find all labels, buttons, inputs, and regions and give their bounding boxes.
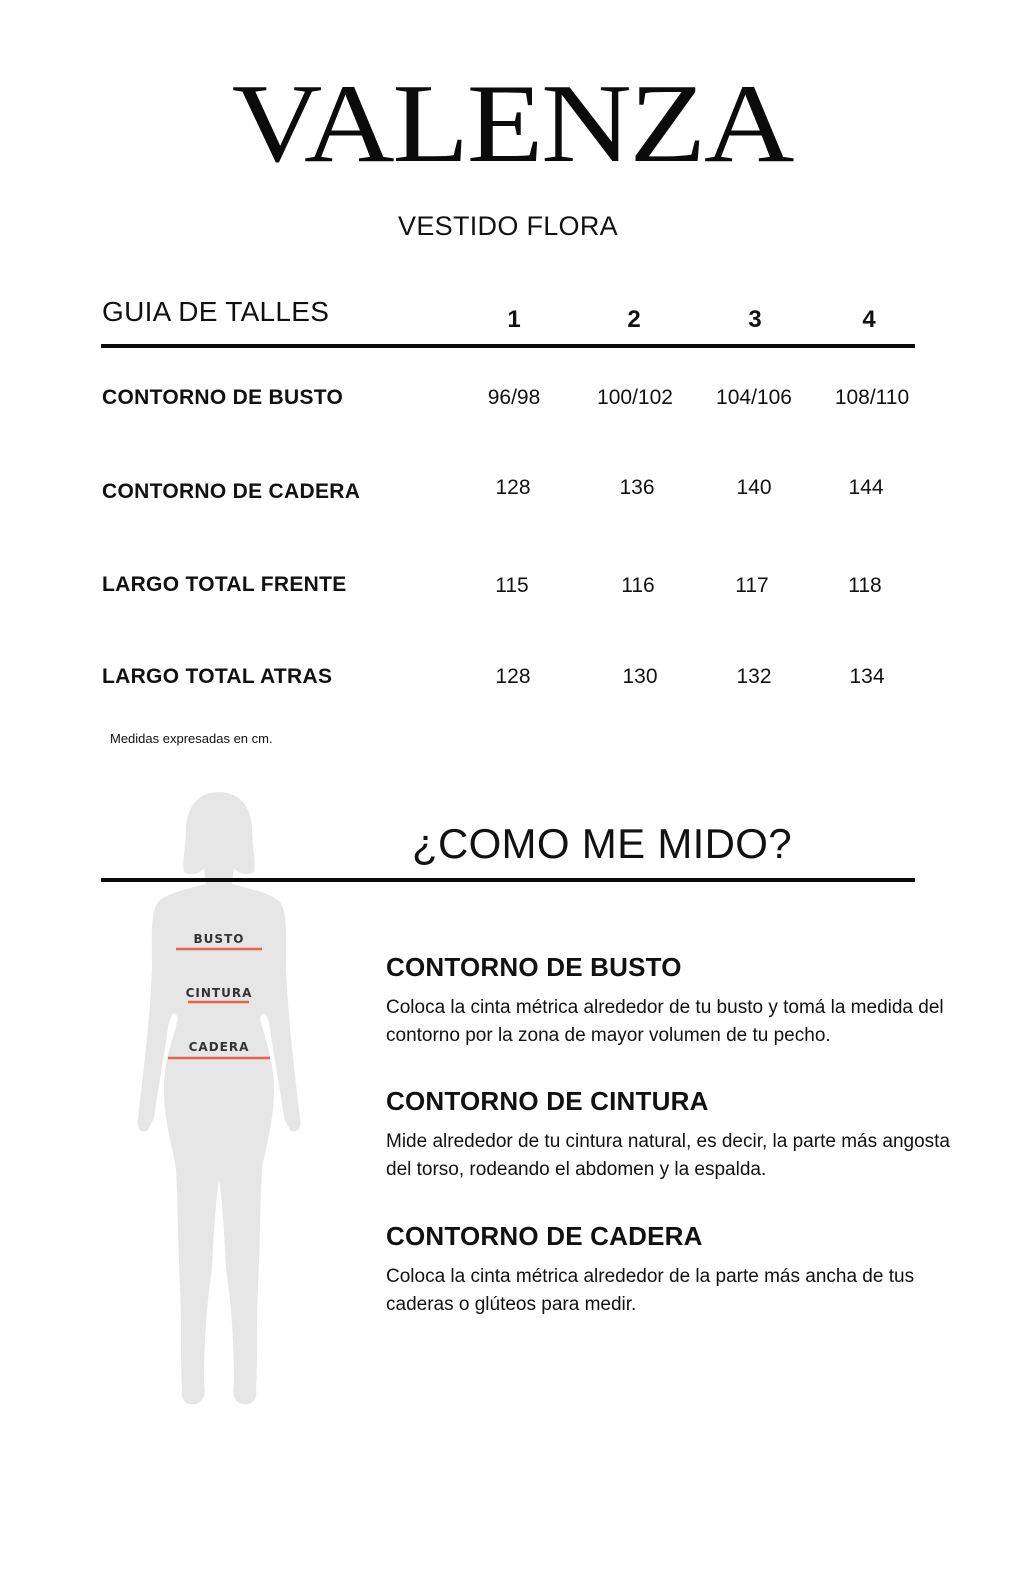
table-header-rule (101, 344, 915, 348)
row-label-hip: CONTORNO DE CADERA (102, 480, 361, 503)
size-guide-title: GUIA DE TALLES (102, 296, 330, 327)
row-label-back-length: LARGO TOTAL ATRAS (102, 665, 333, 688)
figure-label-waist: CINTURA (185, 986, 253, 1000)
figure-label-bust: BUSTO (193, 932, 245, 946)
section-text-hip: Coloca la cinta métrica alrededor de la parte más ancha de tus caderas o glúteos para medir. (386, 1266, 915, 1315)
table-cell: 144 (848, 476, 884, 499)
table-cell: 104/106 (716, 386, 792, 409)
size-header-3: 3 (748, 306, 762, 333)
section-text-bust: Coloca la cinta métrica alrededor de tu busto y tomá la medida del contorno por la zona de mayor volumen de tu pecho. (386, 997, 944, 1046)
figure-label-hip: CADERA (188, 1040, 250, 1054)
table-cell: 134 (849, 665, 885, 688)
brand-logo: VALENZA (231, 62, 793, 186)
table-cell: 136 (619, 476, 655, 499)
section-text-waist: Mide alrededor de tu cintura natural, es decir, la parte más angosta del torso, rodeando el abdomen y la espalda. (386, 1131, 950, 1180)
table-cell: 118 (848, 574, 882, 597)
table-cell: 128 (495, 665, 531, 688)
row-label-bust: CONTORNO DE BUSTO (102, 386, 344, 409)
table-cell: 130 (622, 665, 658, 688)
units-note: Medidas expresadas en cm. (110, 731, 273, 746)
table-cell: 116 (621, 574, 655, 597)
table-cell: 132 (736, 665, 772, 688)
product-name: VESTIDO FLORA (398, 211, 618, 241)
row-label-front-length: LARGO TOTAL FRENTE (102, 573, 347, 596)
how-to-measure-rule (101, 878, 915, 882)
table-cell: 100/102 (597, 386, 673, 409)
table-cell: 96/98 (487, 386, 541, 409)
size-header-4: 4 (862, 306, 876, 333)
table-cell: 117 (735, 574, 769, 597)
table-cell: 108/110 (834, 386, 910, 409)
table-cell: 115 (495, 574, 529, 597)
section-heading-bust: CONTORNO DE BUSTO (386, 952, 682, 982)
section-heading-hip: CONTORNO DE CADERA (386, 1221, 703, 1251)
section-heading-waist: CONTORNO DE CINTURA (386, 1086, 709, 1116)
how-to-measure-title: ¿COMO ME MIDO? (412, 820, 792, 867)
table-cell: 128 (495, 476, 531, 499)
size-header-2: 2 (627, 306, 641, 333)
size-header-1: 1 (507, 306, 521, 333)
table-cell: 140 (736, 476, 772, 499)
